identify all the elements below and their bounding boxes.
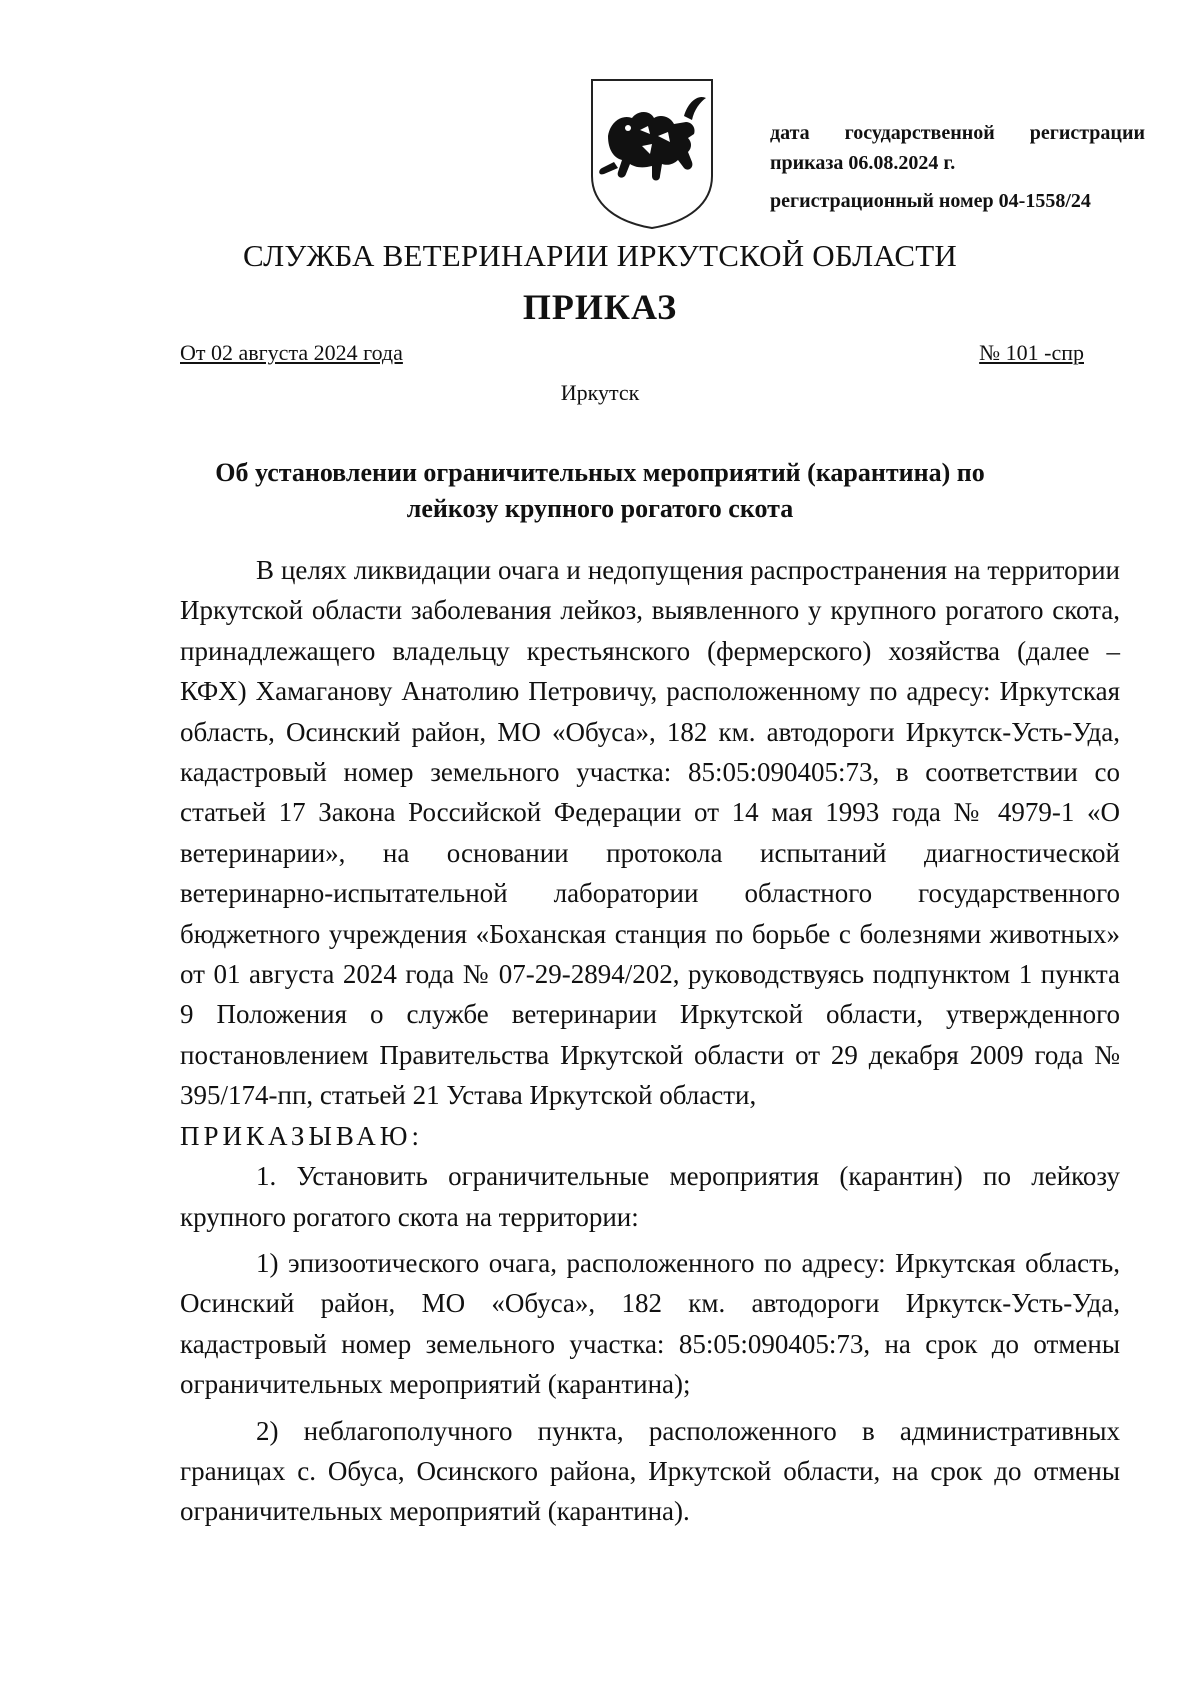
title-line-2: лейкозу крупного рогатого скота [406,494,794,523]
order-date: От 02 августа 2024 года [180,340,403,365]
order-item-1-2: 2) неблагополучного пункта, расположенного в административных границах с. Обуса, Осинского района, Иркутской области, на срок до отмены ограничительных мероприятий (карантина). [180,1415,1120,1527]
agency-name: СЛУЖБА ВЕТЕРИНАРИИ ИРКУТСКОЙ ОБЛАСТИ [243,238,957,273]
issue-city: Иркутск [560,380,640,405]
registration-date-label: дата государственной регистрации [770,122,1145,144]
order-number: № 101 -спр [979,340,1084,365]
document-type: ПРИКАЗ [522,287,678,327]
registration-order-date: приказа 06.08.2024 г. [770,152,956,174]
order-item-1-1: 1) эпизоотического очага, расположенного по адресу: Иркутская область, Осинский район, МО «Обуса», 182 км. автодороги Иркутск-Усть-Уда, кадастровый номер земельного участка: 85:05:090405:73, на срок до отмены ограничительных мероприятий (карантина); [180,1247,1120,1400]
preamble-paragraph: В целях ликвидации очага и недопущения распространения на территории Иркутской области заболевания лейкоз, выявленного у крупного рогатого скота, принадлежащего владельцу крестьянского (фермерского) хозяйства (далее – КФХ) Хамаганову Анатолию Петровичу, расположенному по адресу: Иркутская область, Осинский район, МО «Обуса», 182 км. автодороги Иркутск-Усть-Уда, кадастровый номер земельного участка: 85:05:090405:73, в соответствии со статьей 17 Закона Российской Федерации от 14 мая 1993 года № 4979-1 «О ветеринарии», на основании протокола испытаний диагностической ветеринарно-испытательной лаборатории областного государственного бюджетного учреждения «Боханская станция по борьбе с болезнями животных» от 01 августа 2024 года № 07-29-2894/202, руководствуясь подпунктом 1 пункта 9 Положения о службе ветеринарии Иркутской области, утвержденного постановлением Правительства Иркутской области от 29 декабря 2009 года № 395/174-пп, статьей 21 Устава Иркутской области, [180,555,1120,1111]
document-body [180,550,1120,1532]
document-title [180,455,1020,527]
title-line-1: Об установлении ограничительных мероприятий (карантина) по [215,458,985,487]
order-item-1: 1. Установить ограничительные мероприятия (карантин) по лейкозу крупного рогатого скота на территории: [180,1161,1120,1232]
order-word: ПРИКАЗЫВАЮ: [180,1120,423,1151]
coat-of-arms-emblem [588,76,716,232]
registration-info [770,118,1145,216]
registration-number: регистрационный номер 04-1558/24 [770,190,1091,212]
